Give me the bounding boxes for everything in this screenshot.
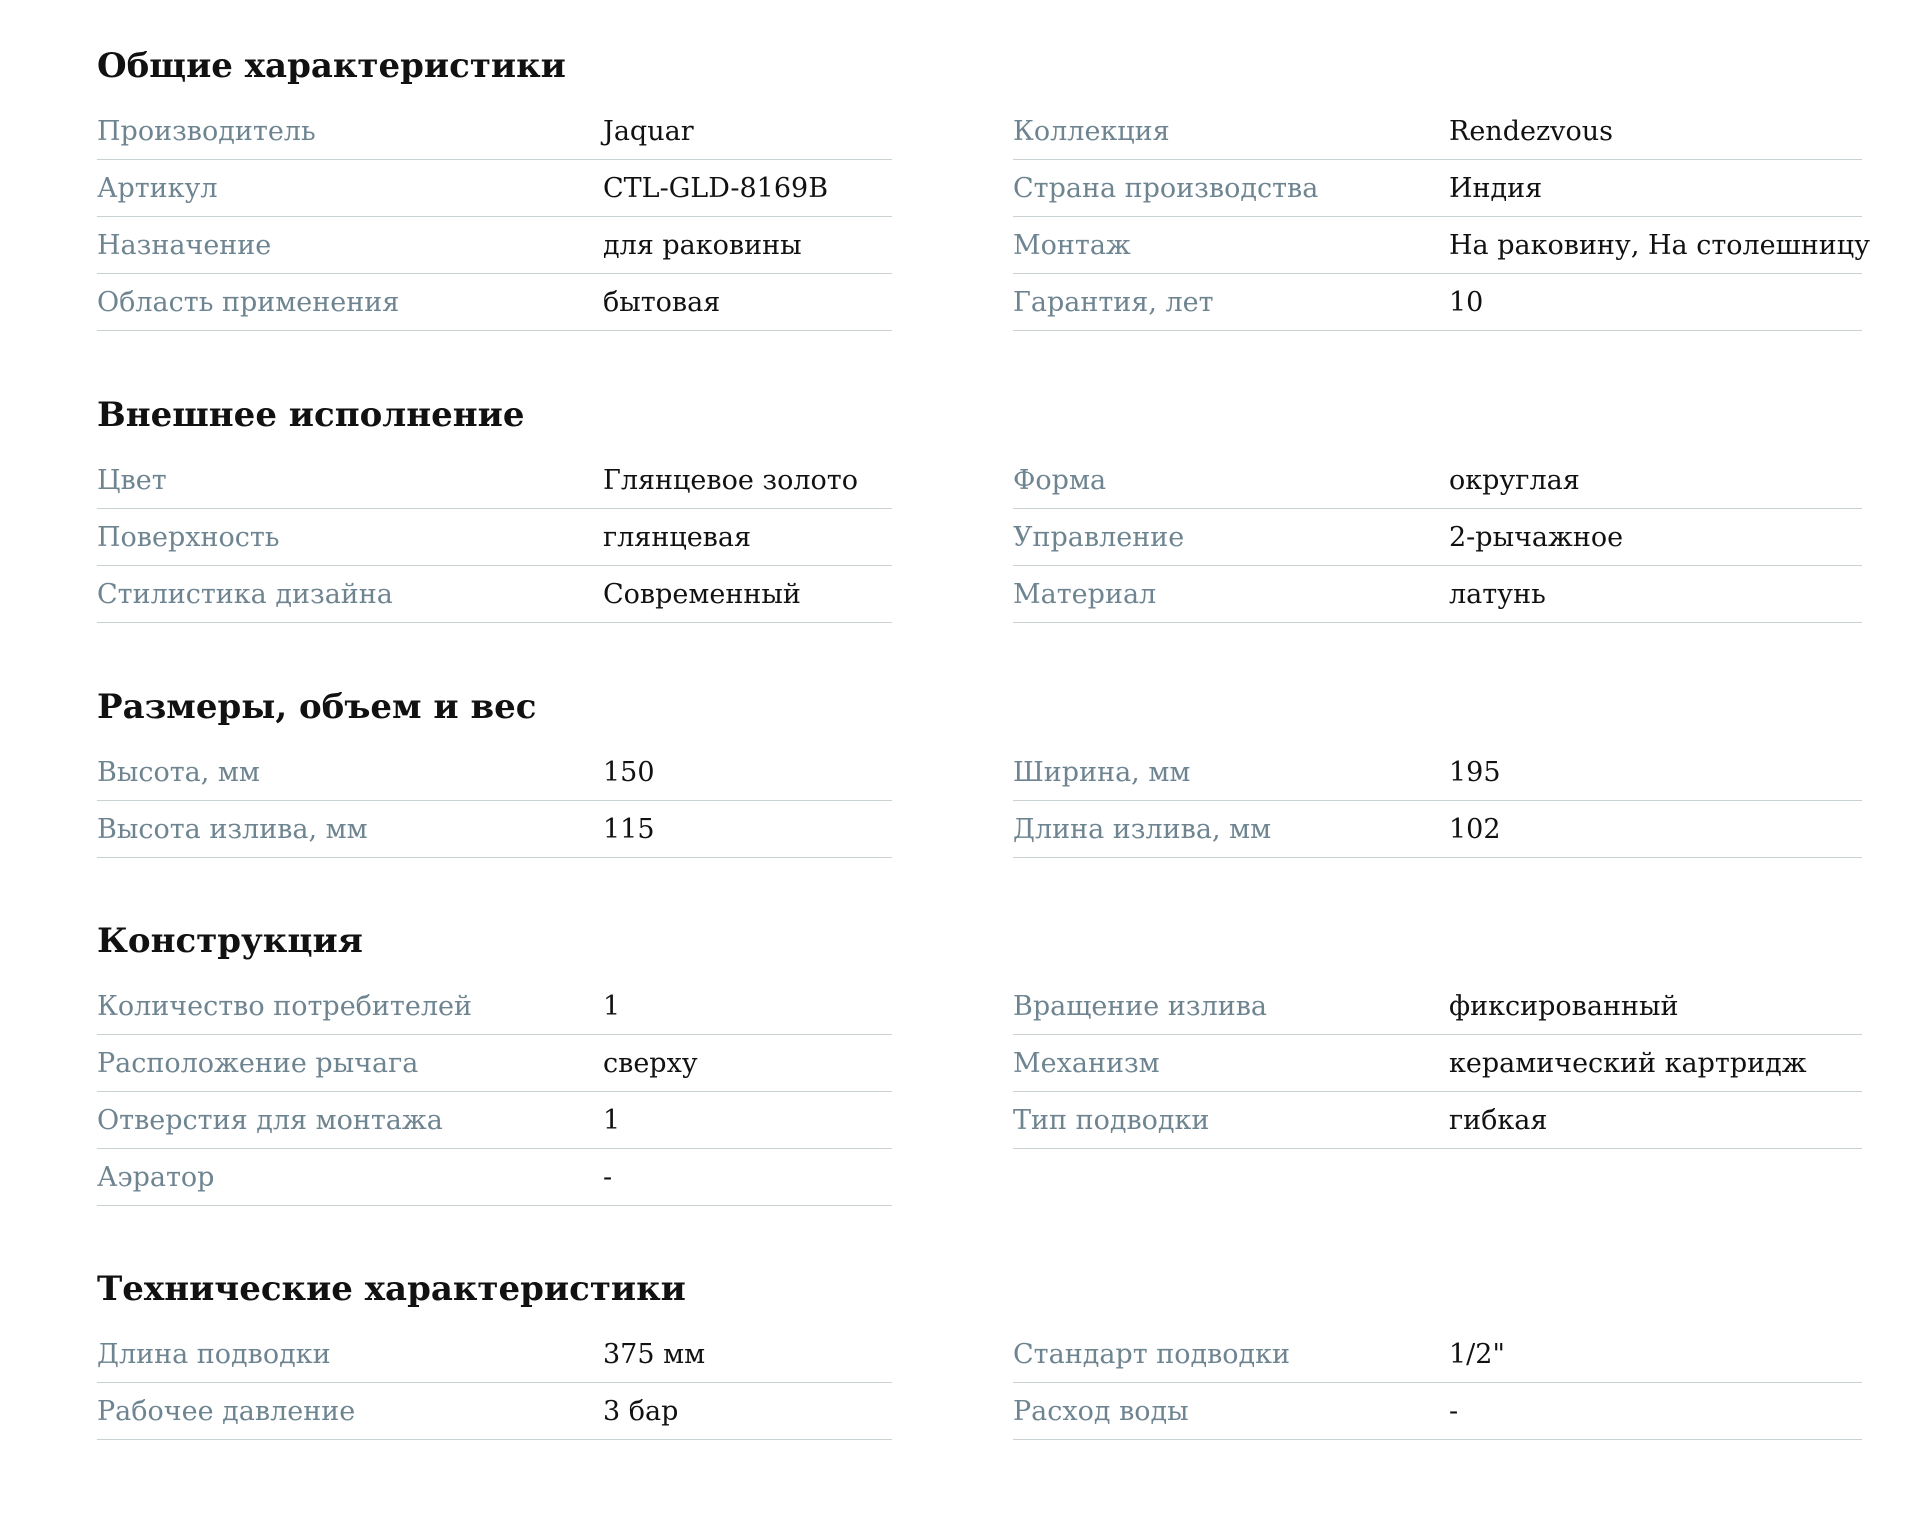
- spec-label: Длина излива, мм: [1013, 814, 1272, 845]
- spec-label: Коллекция: [1013, 116, 1170, 147]
- spec-label: Страна производства: [1013, 173, 1319, 204]
- spec-value: Индия: [1449, 173, 1543, 204]
- spec-value: 375 мм: [603, 1339, 706, 1370]
- spec-column-left: [97, 103, 892, 331]
- spec-row-mounting: [1013, 217, 1870, 274]
- spec-row-warranty: [1013, 274, 1862, 331]
- spec-row-supply-standard: [1013, 1326, 1862, 1383]
- spec-label: Механизм: [1013, 1048, 1160, 1079]
- spec-row-material: [1013, 566, 1862, 623]
- spec-value: латунь: [1449, 579, 1546, 610]
- spec-value: 115: [603, 814, 655, 845]
- spec-row-spout-height: [97, 801, 892, 858]
- spec-row-height: [97, 744, 892, 801]
- section-technical: [97, 1267, 1867, 1440]
- spec-row-consumers: [97, 978, 892, 1035]
- spec-label: Область применения: [97, 287, 400, 318]
- spec-value: 1: [603, 1105, 621, 1136]
- spec-value: 195: [1449, 757, 1501, 788]
- section-construction: [97, 919, 1867, 1206]
- spec-value: 102: [1449, 814, 1501, 845]
- spec-value: 2-рычажное: [1449, 522, 1624, 553]
- spec-row-spout-rotation: [1013, 978, 1862, 1035]
- spec-row-shape: [1013, 452, 1862, 509]
- spec-value: CTL-GLD-8169B: [603, 173, 829, 204]
- spec-value: 1/2": [1449, 1339, 1505, 1370]
- spec-grid: [97, 1326, 1867, 1440]
- spec-value: для раковины: [603, 230, 802, 261]
- spec-label: Назначение: [97, 230, 272, 261]
- section-title: Внешнее исполнение: [97, 395, 525, 435]
- spec-row-mechanism: [1013, 1035, 1862, 1092]
- spec-label: Гарантия, лет: [1013, 287, 1214, 318]
- spec-row-supply-type: [1013, 1092, 1862, 1149]
- spec-column-left: [97, 1326, 892, 1440]
- spec-column-right: [1013, 1326, 1862, 1440]
- spec-row-supply-length: [97, 1326, 892, 1383]
- spec-label: Цвет: [97, 465, 167, 496]
- spec-row-application: [97, 274, 892, 331]
- spec-column-right: [1013, 103, 1870, 331]
- spec-value: Глянцевое золото: [603, 465, 858, 496]
- spec-column-right: [1013, 978, 1862, 1149]
- spec-grid: [97, 978, 1867, 1206]
- spec-value: -: [603, 1162, 613, 1193]
- section-title: Общие характеристики: [97, 46, 566, 86]
- spec-value: керамический картридж: [1449, 1048, 1807, 1079]
- spec-label: Форма: [1013, 465, 1107, 496]
- spec-row-collection: [1013, 103, 1862, 160]
- spec-column-right: [1013, 452, 1862, 623]
- spec-row-style: [97, 566, 892, 623]
- spec-label: Производитель: [97, 116, 316, 147]
- spec-value: глянцевая: [603, 522, 751, 553]
- spec-label: Отверстия для монтажа: [97, 1105, 443, 1136]
- spec-row-width: [1013, 744, 1862, 801]
- spec-value: 3 бар: [603, 1396, 679, 1427]
- spec-label: Поверхность: [97, 522, 280, 553]
- spec-row-lever-position: [97, 1035, 892, 1092]
- spec-value: сверху: [603, 1048, 698, 1079]
- spec-row-control: [1013, 509, 1862, 566]
- spec-value: 1: [603, 991, 621, 1022]
- spec-value: Rendezvous: [1449, 116, 1613, 147]
- spec-row-mounting-holes: [97, 1092, 892, 1149]
- spec-row-surface: [97, 509, 892, 566]
- section-title: Размеры, объем и вес: [97, 687, 537, 727]
- spec-label: Вращение излива: [1013, 991, 1268, 1022]
- spec-label: Аэратор: [97, 1162, 215, 1193]
- spec-value: Современный: [603, 579, 801, 610]
- spec-row-purpose: [97, 217, 892, 274]
- spec-row-spout-length: [1013, 801, 1862, 858]
- spec-row-water-flow: [1013, 1383, 1862, 1440]
- spec-grid: [97, 103, 1870, 331]
- spec-column-left: [97, 744, 892, 858]
- spec-label: Материал: [1013, 579, 1157, 610]
- spec-label: Ширина, мм: [1013, 757, 1191, 788]
- spec-label: Расположение рычага: [97, 1048, 419, 1079]
- spec-column-left: [97, 452, 892, 623]
- spec-row-article: [97, 160, 892, 217]
- spec-label: Длина подводки: [97, 1339, 331, 1370]
- section-general: [97, 44, 1870, 331]
- spec-row-manufacturer: [97, 103, 892, 160]
- spec-value: На раковину, На столешницу: [1449, 230, 1870, 261]
- spec-row-pressure: [97, 1383, 892, 1440]
- spec-label: Стилистика дизайна: [97, 579, 393, 610]
- spec-column-left: [97, 978, 892, 1206]
- spec-label: Управление: [1013, 522, 1185, 553]
- spec-value: фиксированный: [1449, 991, 1679, 1022]
- spec-value: -: [1449, 1396, 1459, 1427]
- spec-label: Рабочее давление: [97, 1396, 356, 1427]
- spec-value: 150: [603, 757, 655, 788]
- spec-column-right: [1013, 744, 1862, 858]
- spec-label: Расход воды: [1013, 1396, 1189, 1427]
- spec-row-aerator: [97, 1149, 892, 1206]
- spec-grid: [97, 452, 1867, 623]
- spec-label: Количество потребителей: [97, 991, 472, 1022]
- spec-label: Стандарт подводки: [1013, 1339, 1291, 1370]
- spec-value: округлая: [1449, 465, 1580, 496]
- section-dimensions: [97, 685, 1867, 858]
- spec-label: Артикул: [97, 173, 218, 204]
- spec-row-country: [1013, 160, 1862, 217]
- spec-label: Тип подводки: [1013, 1105, 1210, 1136]
- spec-row-color: [97, 452, 892, 509]
- spec-label: Высота излива, мм: [97, 814, 368, 845]
- spec-label: Высота, мм: [97, 757, 260, 788]
- spec-value: 10: [1449, 287, 1484, 318]
- spec-value: гибкая: [1449, 1105, 1548, 1136]
- section-title: Технические характеристики: [97, 1269, 686, 1309]
- spec-label: Монтаж: [1013, 230, 1131, 261]
- section-title: Конструкция: [97, 921, 363, 961]
- spec-value: бытовая: [603, 287, 721, 318]
- section-appearance: [97, 393, 1867, 623]
- spec-grid: [97, 744, 1867, 858]
- spec-value: Jaquar: [603, 116, 694, 147]
